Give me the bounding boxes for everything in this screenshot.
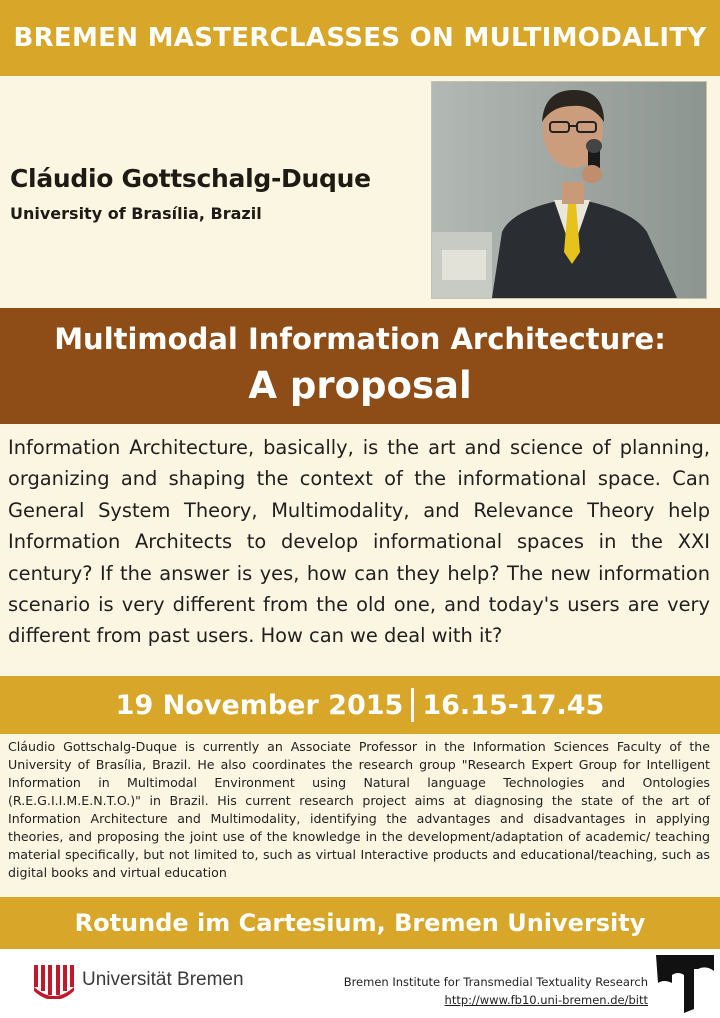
uni-bremen-logo-icon xyxy=(34,965,74,999)
date-time-separator xyxy=(411,688,414,722)
institute-url-link[interactable]: http://www.fb10.uni-bremen.de/bitt xyxy=(444,993,648,1007)
speaker-name: Cláudio Gottschalg-Duque xyxy=(10,164,371,193)
event-venue: Rotunde im Cartesium, Bremen University xyxy=(74,909,646,937)
date-time-band xyxy=(0,676,720,734)
institute-name: Bremen Institute for Transmedial Textuality Research xyxy=(343,975,648,989)
talk-title-band xyxy=(0,308,720,424)
series-title: BREMEN MASTERCLASSES ON MULTIMODALITY xyxy=(13,23,707,53)
series-title-band xyxy=(0,0,720,76)
bitt-t-logo-icon xyxy=(654,953,716,1015)
speaker-section xyxy=(0,76,720,308)
footer xyxy=(0,949,720,1018)
event-date: 19 November 2015 xyxy=(115,689,404,721)
talk-title-line1: Multimodal Information Architecture: xyxy=(54,322,666,356)
speaker-bio: Cláudio Gottschalg-Duque is currently an Associate Professor in the Information Sciences Faculty of the University of Brasília, Brazil. He also coordinates the research group "Research Expert Group for Intelligent Information in Multimodal Environment using Natural language Technologies and Ontologies (R.E.G.I.I.M.E.N.T.O.)" in Brazil. His current research project aims at diagnosing the state of the art of Information Architecture and Multimodality, identifying the advantages and disadvantages in applying theories, and proposing the joint use of the knowledge in the development/adaptation of academic/ teaching material specifically, but not limited to, such as virtual Interactive products and educational/teaching, such as digital books and virtual education xyxy=(8,739,710,880)
university-name: Universität Bremen xyxy=(82,969,244,990)
speaker-photo-illustration xyxy=(432,82,706,298)
speaker-affiliation: University of Brasília, Brazil xyxy=(10,204,262,223)
talk-title-line2: A proposal xyxy=(248,364,472,407)
event-time: 16.15-17.45 xyxy=(422,689,605,721)
talk-abstract: Information Architecture, basically, is the art and science of planning, organizing and shaping the context of the informational space. Can General System Theory, Multimodality, and Relevance Theory help Information Architects to develop informational spaces in the XXI century? If the answer is yes, how can they help? The new information scenario is very different from the old one, and today's users are very different from past users. How can we deal with it? xyxy=(8,436,710,648)
venue-band xyxy=(0,897,720,949)
speaker-photo xyxy=(432,82,706,298)
